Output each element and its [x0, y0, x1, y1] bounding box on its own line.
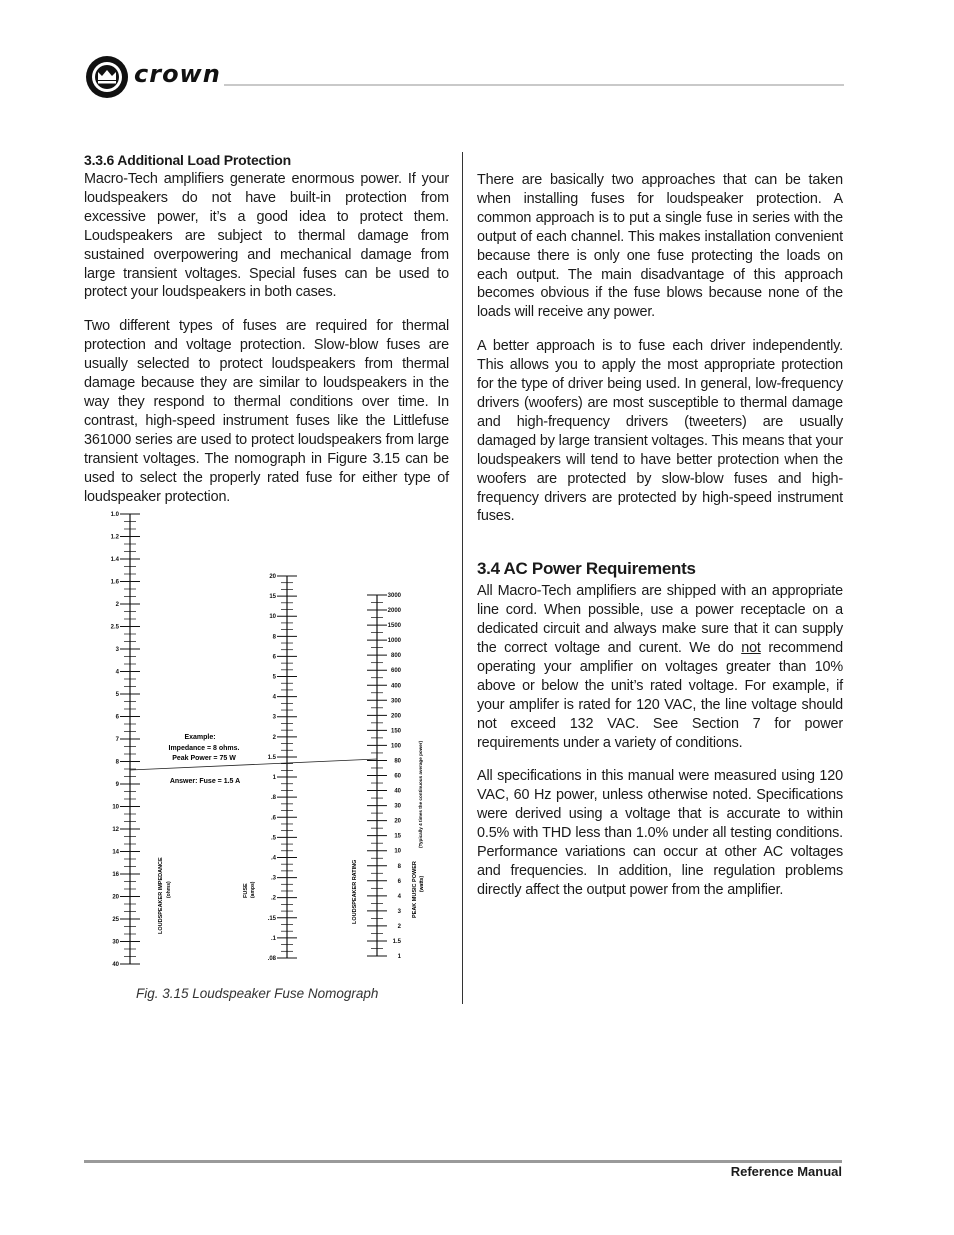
fuse-scale-tick-label: .3	[270, 875, 276, 882]
impedance-scale-tick-label: 5	[115, 692, 119, 698]
rating-axis-title: LOUDSPEAKER RATING	[352, 859, 358, 924]
impedance-scale-tick-label: 1.0	[110, 512, 119, 518]
fuse-scale-tick-label: .6	[270, 815, 276, 822]
impedance-axis-unit: (ohms)	[166, 881, 172, 898]
example-power: Peak Power = 75 W	[172, 755, 236, 762]
power-scale-tick-label: 6	[397, 878, 401, 885]
paragraph	[477, 582, 843, 752]
impedance-scale-tick-label: 2	[115, 602, 119, 608]
impedance-scale-tick-label: 8	[115, 759, 119, 766]
power-scale-tick-label: 800	[390, 653, 401, 660]
impedance-scale-tick-label: 3	[115, 647, 119, 653]
power-scale-tick-label: 3000	[387, 593, 401, 599]
figure-caption: Fig. 3.15 Loudspeaker Fuse Nomograph	[136, 986, 379, 1001]
impedance-scale-tick-label: 25	[112, 917, 119, 923]
fuse-scale-tick-label: .4	[270, 855, 276, 862]
power-scale-tick-label: 2	[397, 923, 401, 930]
right-column	[477, 171, 843, 915]
impedance-scale-tick-label: 12	[112, 827, 119, 833]
power-scale-tick-label: 1000	[387, 638, 401, 645]
impedance-scale-tick-label: 1.6	[110, 579, 119, 586]
impedance-scale-tick-label: 40	[112, 962, 119, 968]
paragraph: Two different types of fuses are required for thermal protection and voltage protection. Slow-blow fuses are usually selected to protect loudspeakers from thermal damage because they are similar to loudspeakers in the way they respond to thermal conditions over time. In contrast, high-speed instrument fuses like the Littlefuse 361000 series are used to protect loudspeakers from large transient voltages. The nomograph in Figure 3.15 can be used to select the properly rated fuse for either type of loudspeaker protection.	[84, 318, 449, 505]
power-scale-tick-label: 30	[394, 803, 401, 810]
fuse-scale-tick-label: 15	[269, 594, 276, 601]
power-scale-tick-label: 3	[397, 908, 401, 915]
fuse-scale-tick-label: 5	[272, 674, 276, 681]
impedance-scale-tick-label: 1.2	[110, 534, 119, 541]
impedance-scale-tick-label: 2.5	[110, 624, 119, 631]
fuse-scale-tick-label: 4	[272, 694, 276, 701]
power-scale-tick-label: 20	[394, 818, 401, 825]
impedance-scale-tick-label: 14	[112, 849, 119, 856]
fuse-scale-tick-label: 8	[272, 634, 276, 641]
fuse-axis-unit: (amps)	[250, 881, 256, 898]
impedance-scale-tick-label: 7	[115, 737, 119, 743]
impedance-scale-tick-label: 9	[115, 782, 119, 788]
power-scale-tick-label: 60	[394, 773, 401, 780]
fuse-scale-tick-label: 2	[272, 734, 276, 741]
power-scale-tick-label: 400	[390, 683, 401, 690]
fuse-scale-tick-label: .2	[270, 895, 276, 902]
power-scale-tick-label: 8	[397, 863, 401, 870]
power-axis-note: (Typically 4 times the continuous average power)	[418, 740, 423, 848]
brand-wordmark: crown	[134, 60, 221, 88]
power-scale-tick-label: 10	[394, 848, 401, 855]
fuse-scale-tick-label: .08	[267, 956, 276, 962]
fuse-axis-title: FUSE	[243, 883, 249, 898]
fuse-scale-tick-label: 3	[272, 714, 276, 721]
column-divider	[462, 152, 463, 1004]
impedance-scale-tick-label: 16	[112, 872, 119, 878]
power-axis-title: PEAK MUSIC POWER	[412, 861, 418, 918]
text-run: All Macro-Tech amplifiers are shipped with an appropriate line cord. When possible, use a power receptacle on a dedicated circuit and always make sure that it can supply the correct voltage and curent. We do	[477, 583, 843, 657]
header-rule	[224, 84, 844, 86]
footer-title: Reference Manual	[730, 1164, 842, 1179]
fuse-scale-tick-label: .15	[267, 915, 276, 922]
text-run: recommend operating your amplifier on voltages greater than 10% above or below the unit’s rated voltage. For example, if your amplifer is rated for 120 VAC, the line voltage should not exceed 132 VAC. See Section 7 for power requirements under a variety of conditions.	[477, 640, 844, 751]
impedance-axis-title: LOUDSPEAKER IMPEDANCE	[158, 857, 164, 934]
power-axis-unit: (watts)	[419, 875, 425, 892]
power-scale-tick-label: 2000	[387, 608, 401, 615]
impedance-scale-tick-label: 4	[115, 669, 119, 676]
power-scale-tick-label: 40	[394, 788, 401, 795]
power-scale-tick-label: 1500	[387, 623, 401, 630]
impedance-scale-tick-label: 6	[115, 714, 119, 721]
power-scale-tick-label: 1.5	[392, 938, 401, 945]
section-heading-3-3-6: 3.3.6 Additional Load Protection	[84, 152, 291, 168]
power-scale-tick-label: 100	[390, 743, 401, 750]
impedance-scale-tick-label: 10	[112, 804, 119, 811]
footer-rule	[84, 1160, 842, 1163]
emphasis-not: not	[741, 640, 761, 657]
impedance-scale-tick-label: 30	[112, 939, 119, 946]
power-scale-tick-label: 80	[394, 758, 401, 765]
left-column	[84, 152, 449, 521]
power-scale-tick-label: 600	[390, 668, 401, 675]
crown-logo-icon	[84, 54, 130, 100]
fuse-scale-tick-label: .5	[270, 835, 276, 842]
fuse-scale-tick-label: 1.5	[267, 754, 276, 761]
fuse-scale-tick-label: .8	[270, 795, 276, 802]
power-scale-tick-label: 150	[390, 728, 401, 735]
power-scale-tick-label: 1	[397, 954, 401, 960]
impedance-scale-tick-label: 1.4	[110, 557, 119, 563]
section-heading-3-4: 3.4 AC Power Requirements	[477, 559, 696, 579]
power-scale-tick-label: 15	[394, 833, 401, 840]
example-impedance: Impedance = 8 ohms.	[168, 745, 240, 752]
example-solution-line	[130, 759, 377, 770]
fuse-nomograph	[100, 506, 440, 972]
fuse-scale-tick-label: 1	[272, 775, 276, 782]
example-title: Example:	[184, 734, 216, 741]
paragraph: Macro-Tech amplifiers generate enormous power. If your loudspeakers do not have built-in protection from excessive power, it’s a good idea to protect them. Loudspeakers are subject to thermal damage from sustained overpowering and mechanical damage from large transient voltages. Special fuses can be used to protect your loudspeakers in both cases.	[84, 171, 449, 301]
paragraph: All specifications in this manual were measured using 120 VAC, 60 Hz power, unless otherwise noted. Specifications were derived using a voltage that is accurate to within 0.5% with THD less than 1.0% under all testing conditions. Performance variations can occur at other AC voltages and frequencies. In addition, line regulation problems directly affect the output power from the amplifier.	[477, 768, 843, 898]
example-answer: Answer: Fuse = 1.5 A	[169, 778, 241, 785]
paragraph: There are basically two approaches that can be taken when installing fuses for loudspeaker protection. A common approach is to put a single fuse in series with the output of each channel. This makes installation convenient because there is only one fuse protecting the loads on each output. The main disadvantage of this approach becomes obvious if the fuse blows because none of the loads will receive any power.	[477, 172, 843, 321]
impedance-scale-tick-label: 20	[112, 894, 119, 901]
paragraph: A better approach is to fuse each driver independently. This allows you to apply the most appropriate protection for the type of driver being used. In general, low-frequency drivers (woofers) are most susceptible to thermal damage and high-frequency drivers (tweeters) are usually damaged by large transient voltages. This means that your loudspeakers will tend to have better protection when the woofers are protected by slow-blow fuses and high-frequency drivers are protected by high-speed instrument fuses.	[477, 338, 843, 525]
fuse-scale-tick-label: 10	[269, 614, 276, 621]
page-header	[84, 54, 844, 100]
power-scale-tick-label: 4	[397, 893, 401, 900]
fuse-scale-tick-label: 6	[272, 654, 276, 661]
fuse-scale-tick-label: 20	[269, 574, 276, 580]
power-scale-tick-label: 300	[390, 698, 401, 705]
fuse-scale-tick-label: .1	[270, 935, 276, 942]
power-scale-tick-label: 200	[390, 713, 401, 720]
